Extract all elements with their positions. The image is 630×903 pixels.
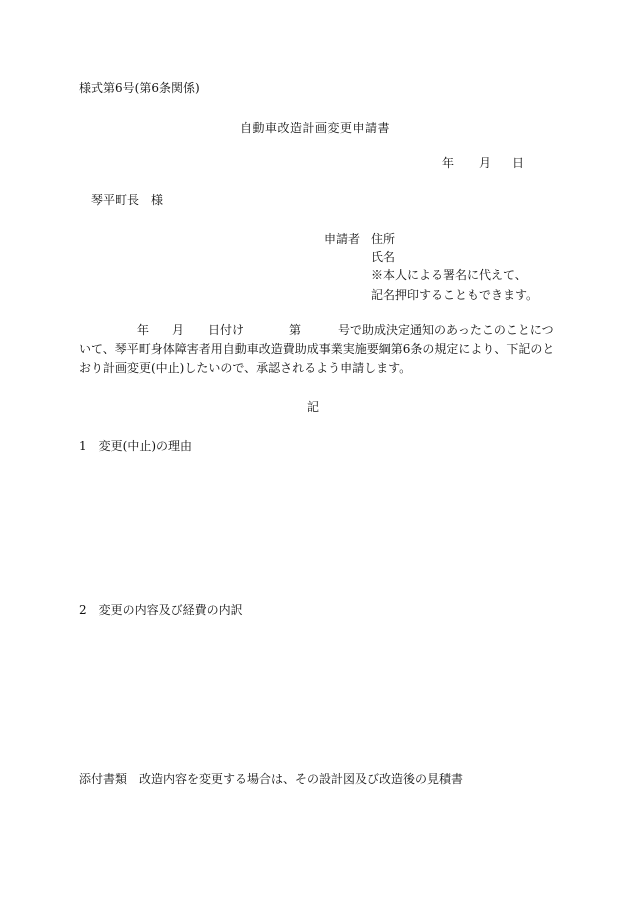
document-title: 自動車改造計画変更申請書 <box>239 121 390 135</box>
date-day-label: 日 <box>512 156 525 170</box>
address-label: 住所 <box>371 232 396 246</box>
signature-note-line1: ※本人による署名に代えて、 <box>371 268 527 282</box>
date-month-label: 月 <box>479 156 492 170</box>
signature-note-line2: 記名押印することもできます。 <box>371 288 539 302</box>
body-year: 年 <box>137 323 150 337</box>
body-line1-text: 号で助成決定通知のあったこのことにつ <box>338 323 554 337</box>
item-change-reason: 1 変更(中止)の理由 <box>79 439 192 453</box>
attachment-note: 添付書類 改造内容を変更する場合は、その設計図及び改造後の見積書 <box>79 772 464 786</box>
addressee: 琴平町長 様 <box>91 193 164 207</box>
applicant-label: 申請者 <box>324 232 361 246</box>
body-month: 月 <box>172 323 185 337</box>
date-year-label: 年 <box>442 156 455 170</box>
body-number-prefix: 第 <box>289 323 302 337</box>
body-line2: いて、琴平町身体障害者用自動車改造費助成事業実施要綱第6条の規定により、下記のと <box>79 342 555 356</box>
body-line3: おり計画変更(中止)したいので、承認されるよう申請します。 <box>79 361 412 375</box>
body-day-dated: 日付け <box>208 323 245 337</box>
ki-heading: 記 <box>307 400 320 414</box>
form-number: 様式第6号(第6条関係) <box>79 81 200 95</box>
item-change-details: 2 変更の内容及び経費の内訳 <box>79 603 243 617</box>
name-label: 氏名 <box>371 250 396 264</box>
